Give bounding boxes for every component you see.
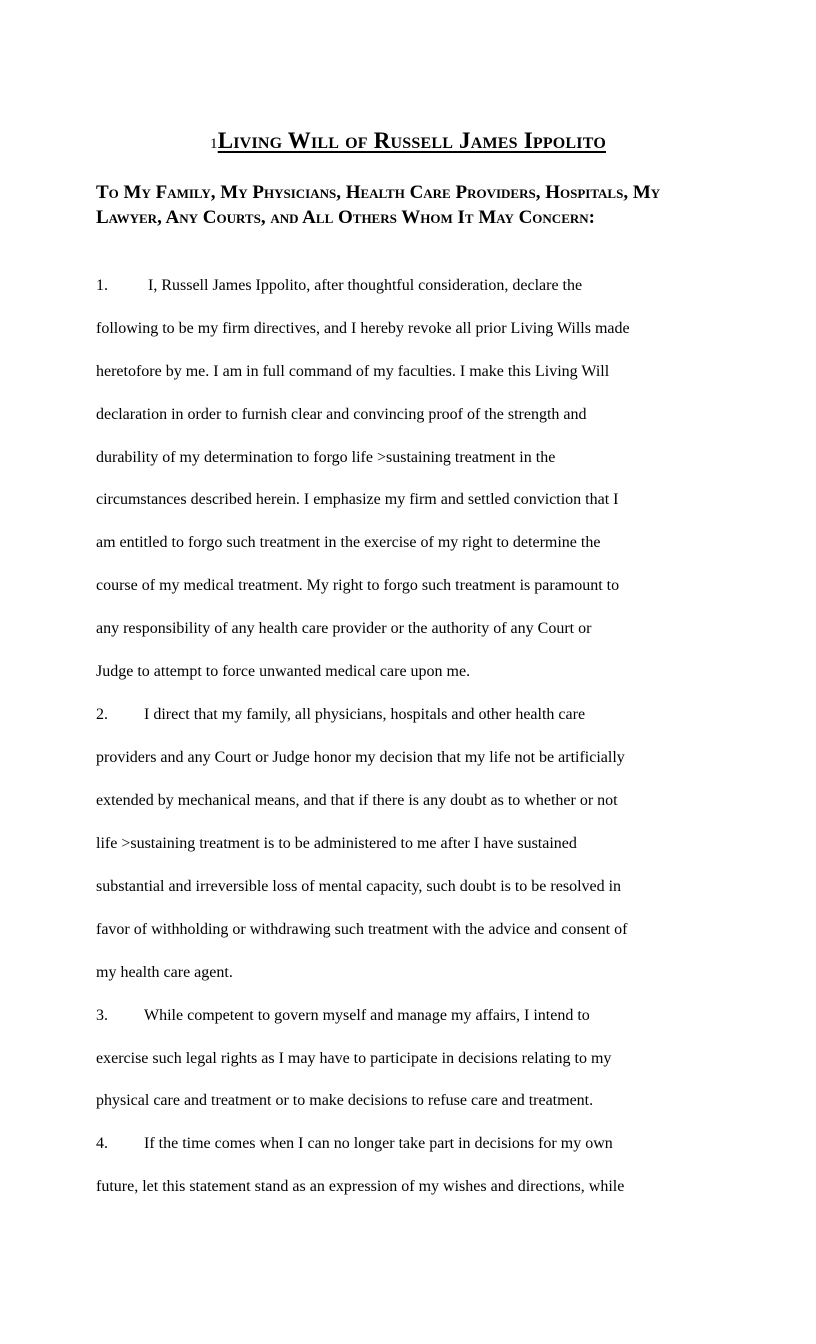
paragraph-2-line-3: extended by mechanical means, and that if there is any doubt as to whether or not xyxy=(96,792,618,809)
paragraph-1-line-4: declaration in order to furnish clear and convincing proof of the strength and xyxy=(96,406,587,423)
paragraph-1-line-6: circumstances described herein. I emphasize my firm and settled conviction that I xyxy=(96,491,619,508)
document-title: Living Will of Russell James Ippolito xyxy=(217,128,606,153)
paragraph-text: I, Russell James Ippolito, after thoughtful consideration, declare the xyxy=(148,277,583,294)
paragraph-1-line-9: any responsibility of any health care provider or the authority of any Court or xyxy=(96,620,592,637)
paragraph-1-line-10: Judge to attempt to force unwanted medical care upon me. xyxy=(96,663,471,680)
paragraph-1-line-2: following to be my firm directives, and I hereby revoke all prior Living Wills made xyxy=(96,320,630,337)
paragraph-2-line-2: providers and any Court or Judge honor my decision that my life not be artificially xyxy=(96,749,625,766)
paragraph-1-number: 1. xyxy=(96,277,108,294)
footnote-marker: 1 xyxy=(210,136,218,152)
paragraph-2-number: 2. xyxy=(96,706,108,723)
document-title-block xyxy=(0,128,816,154)
paragraph-text: While competent to govern myself and manage my affairs, I intend to xyxy=(144,1007,590,1024)
paragraph-1-line-7: am entitled to forgo such treatment in the exercise of my right to determine the xyxy=(96,534,601,551)
paragraph-2-line-7: my health care agent. xyxy=(96,964,233,981)
paragraph-4-line-2: future, let this statement stand as an expression of my wishes and directions, while xyxy=(96,1178,625,1195)
paragraph-1-line-3: heretofore by me. I am in full command of my faculties. I make this Living Will xyxy=(96,363,610,380)
paragraph-2-line-4: life >sustaining treatment is to be administered to me after I have sustained xyxy=(96,835,577,852)
paragraph-3-line-3: physical care and treatment or to make decisions to refuse care and treatment. xyxy=(96,1092,594,1109)
paragraph-text: If the time comes when I can no longer take part in decisions for my own xyxy=(144,1135,613,1152)
addressee-heading: To My Family, My Physicians, Health Care Providers, Hospitals, My Lawyer, Any Courts, and All Others Whom It May Concern: xyxy=(96,182,661,228)
paragraph-3-line-1 xyxy=(96,1006,736,1026)
paragraph-2-line-1 xyxy=(96,705,736,725)
paragraph-2-line-6: favor of withholding or withdrawing such treatment with the advice and consent of xyxy=(96,921,628,938)
paragraph-2-line-5: substantial and irreversible loss of mental capacity, such doubt is to be resolved in xyxy=(96,878,622,895)
paragraph-1-line-1 xyxy=(96,276,736,296)
paragraph-3-number: 3. xyxy=(96,1007,108,1024)
paragraph-4-line-1 xyxy=(96,1134,736,1154)
paragraph-4-number: 4. xyxy=(96,1135,108,1152)
paragraph-1-line-8: course of my medical treatment. My right to forgo such treatment is paramount to xyxy=(96,577,620,594)
paragraph-text: I direct that my family, all physicians, hospitals and other health care xyxy=(144,706,586,723)
paragraph-3-line-2: exercise such legal rights as I may have to participate in decisions relating to my xyxy=(96,1050,612,1067)
paragraph-1-line-5: durability of my determination to forgo life >sustaining treatment in the xyxy=(96,449,556,466)
